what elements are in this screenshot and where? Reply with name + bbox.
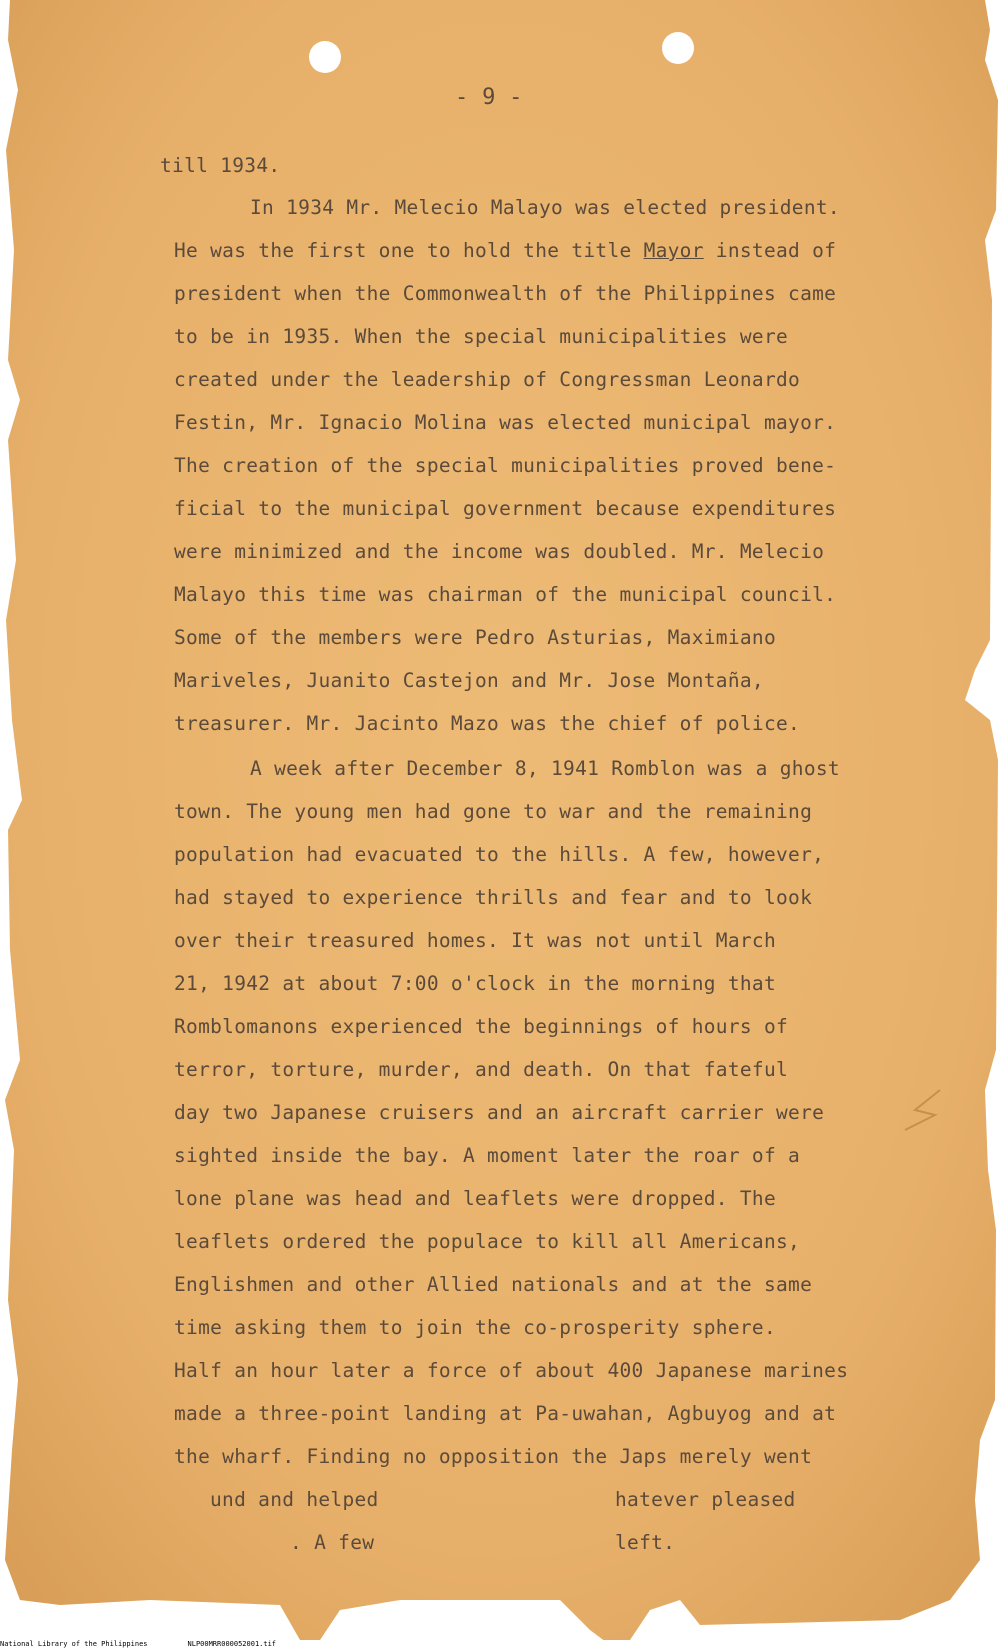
text-line: sighted inside the bay. A moment later the roar of a	[174, 1144, 801, 1167]
text-line: Romblomanons experienced the beginnings of hours of	[174, 1015, 789, 1038]
underlined-word: Mayor	[643, 239, 704, 262]
text-line: time asking them to join the co-prosperity sphere.	[174, 1316, 776, 1339]
footer-filename: NLP00MRR000052001.tif	[187, 1640, 277, 1648]
text-line: 21, 1942 at about 7:00 o'clock in the morning that	[174, 972, 776, 995]
text-line: till 1934.	[160, 154, 281, 177]
text-line: made a three-point landing at Pa-uwahan, Agbuyog and at	[174, 1402, 837, 1425]
text-line: treasurer. Mr. Jacinto Mazo was the chief of police.	[174, 712, 801, 735]
text-line: Festin, Mr. Ignacio Molina was elected municipal mayor.	[174, 411, 837, 434]
text-line: day two Japanese cruisers and an aircraft carrier were	[174, 1101, 825, 1124]
text-line: Some of the members were Pedro Asturias, Maximiano	[174, 626, 776, 649]
text-line: town. The young men had gone to war and the remaining	[174, 800, 813, 823]
text-line: terror, torture, murder, and death. On that fateful	[174, 1058, 789, 1081]
text-line: lone plane was head and leaflets were dropped. The	[174, 1187, 776, 1210]
text-line: had stayed to experience thrills and fear and to look	[174, 886, 813, 909]
scan-footer	[0, 1640, 1000, 1650]
text-line: population had evacuated to the hills. A few, however,	[174, 843, 825, 866]
text-line: Englishmen and other Allied nationals and at the same	[174, 1273, 813, 1296]
text-fragment: He was the first one to hold the title	[174, 239, 644, 262]
text-line	[174, 239, 836, 263]
footer-source: National Library of the Philippines	[0, 1640, 148, 1648]
text-fragment: instead of	[703, 239, 837, 262]
partial-text-left: . A few	[290, 1531, 375, 1554]
page-number: - 9 -	[455, 85, 523, 110]
text-line: In 1934 Mr. Melecio Malayo was elected president.	[250, 196, 840, 219]
text-line: A week after December 8, 1941 Romblon was a ghost	[250, 757, 840, 780]
partial-text-right: hatever pleased	[615, 1488, 796, 1511]
text-line: leaflets ordered the populace to kill all Americans,	[174, 1230, 801, 1253]
text-line: the wharf. Finding no opposition the Japs merely went	[174, 1445, 813, 1468]
text-line: Mariveles, Juanito Castejon and Mr. Jose Montaña,	[174, 669, 764, 692]
text-line: created under the leadership of Congressman Leonardo	[174, 368, 801, 391]
text-line: Half an hour later a force of about 400 Japanese marines	[174, 1359, 849, 1382]
partial-text-left: und and helped	[210, 1488, 379, 1511]
text-line: were minimized and the income was doubled. Mr. Melecio	[174, 540, 825, 563]
partial-text-right: left.	[615, 1531, 676, 1554]
text-line: president when the Commonwealth of the Philippines came	[174, 282, 837, 305]
text-line: over their treasured homes. It was not until March	[174, 929, 776, 952]
text-line: to be in 1935. When the special municipalities were	[174, 325, 789, 348]
text-line: The creation of the special municipalities proved bene-	[174, 454, 837, 477]
text-line: ficial to the municipal government because expenditures	[174, 497, 837, 520]
text-line: Malayo this time was chairman of the municipal council.	[174, 583, 837, 606]
